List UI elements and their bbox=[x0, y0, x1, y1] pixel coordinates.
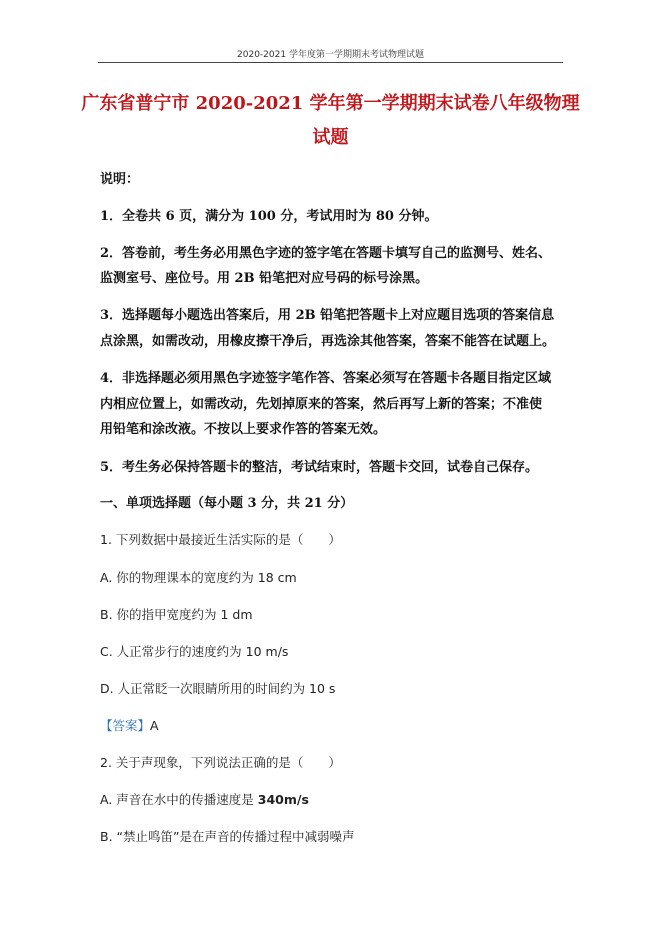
question-1-option-a: A. 你的物理课本的宽度约为 18 cm bbox=[100, 570, 297, 585]
page-header: 2020-2021 学年度第一学期期末考试物理试题 bbox=[237, 50, 424, 60]
question-1-answer bbox=[100, 716, 159, 734]
question-2-stem: 2. 关于声现象，下列说法正确的是（ ） bbox=[100, 755, 341, 770]
question-2-option-a bbox=[100, 790, 309, 808]
instructions-heading: 说明： bbox=[100, 172, 140, 187]
instruction-line: 3．选择题每小题选出答案后，用 2B 铅笔把答题卡上对应题目选项的答案信息 bbox=[100, 308, 555, 323]
option-a-text: A. 声音在水中的传播速度是 bbox=[100, 792, 258, 807]
answer-value: A bbox=[150, 718, 159, 733]
question-1-option-d: D. 人正常眨一次眼睛所用的时间约为 10 s bbox=[100, 681, 336, 696]
instruction-line: 5．考生务必保持答题卡的整洁，考试结束时，答题卡交回，试卷自己保存。 bbox=[100, 460, 539, 475]
question-1-stem: 1. 下列数据中最接近生活实际的是（ ） bbox=[100, 532, 341, 547]
document-title: 广东省普宁市 2020-2021 学年第一学期期末试卷八年级物理 bbox=[81, 93, 580, 114]
option-a-value: 340m/s bbox=[257, 792, 309, 807]
instruction-line: 监测室号、座位号。用 2B 铅笔把对应号码的标号涂黑。 bbox=[100, 271, 429, 286]
question-1-option-c: C. 人正常步行的速度约为 10 m/s bbox=[100, 644, 289, 659]
question-2-option-b: B. “禁止鸣笛”是在声音的传播过程中减弱噪声 bbox=[100, 829, 355, 844]
header-divider bbox=[98, 62, 563, 63]
question-1-option-b: B. 你的指甲宽度约为 1 dm bbox=[100, 607, 253, 622]
section-heading: 一、单项选择题（每小题 3 分，共 21 分） bbox=[100, 496, 354, 511]
instruction-line: 用铅笔和涂改液。不按以上要求作答的答案无效。 bbox=[100, 422, 387, 437]
answer-label: 【答案】 bbox=[100, 718, 151, 733]
instruction-line: 2．答卷前，考生务必用黑色字迹的签字笔在答题卡填写自己的监测号、姓名、 bbox=[100, 246, 552, 261]
instruction-line: 1．全卷共 6 页，满分为 100 分，考试用时为 80 分钟。 bbox=[100, 209, 438, 224]
instruction-line: 内相应位置上，如需改动，先划掉原来的答案，然后再写上新的答案；不准使 bbox=[100, 397, 543, 412]
instruction-line: 4．非选择题必须用黑色字迹签字笔作答、答案必须写在答题卡各题目指定区域 bbox=[100, 371, 552, 386]
instruction-line: 点涂黑，如需改动，用橡皮擦干净后，再选涂其他答案，答案不能答在试题上。 bbox=[100, 334, 556, 349]
document-title-continued: 试题 bbox=[312, 127, 349, 148]
